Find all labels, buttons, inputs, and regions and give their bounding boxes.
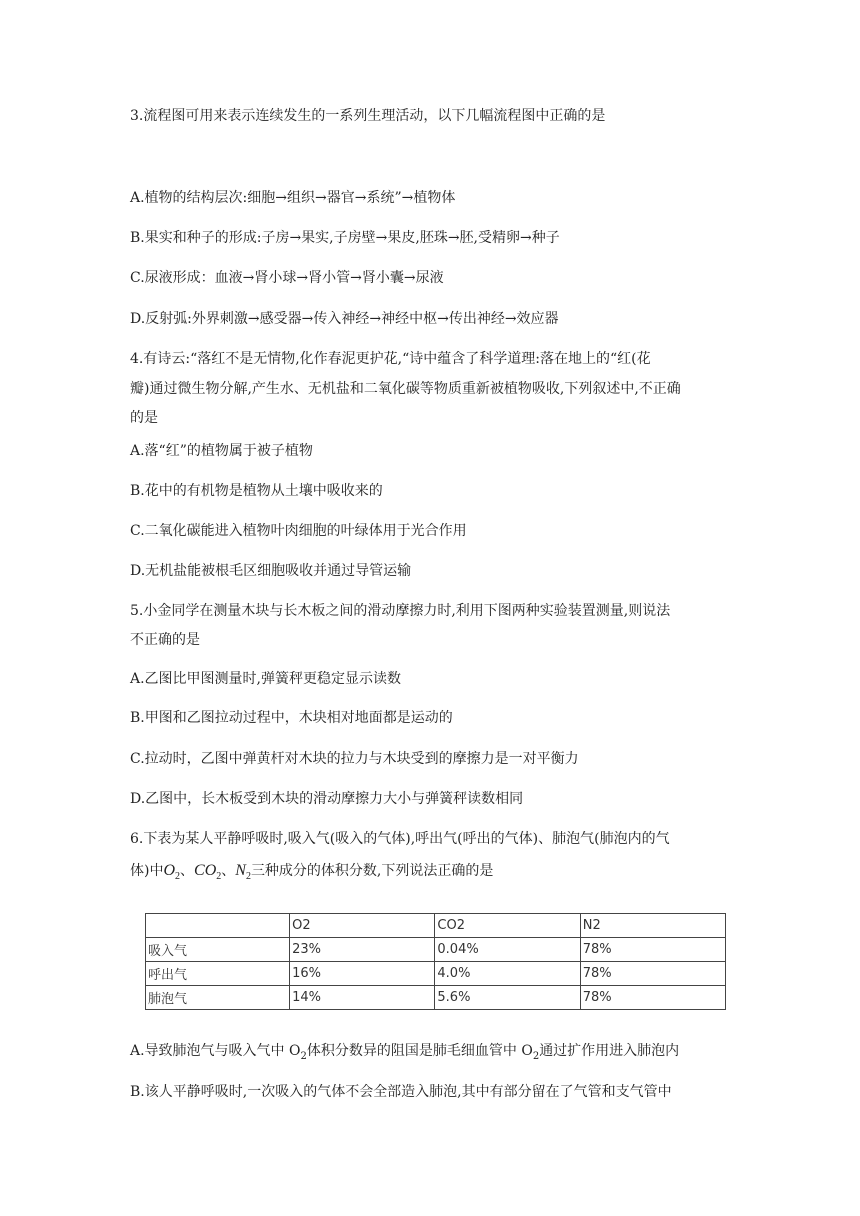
q4-stem-line2: 瓣)通过微生物分解,产生水、无机盐和二氧化碳等物质重新被植物吸收,下列叙述中,不正确 [130,381,681,397]
q5-option-b: B.甲图和乙图拉动过程中，木块相对地面都是运动的 [130,710,453,726]
q6-option-a: A.导致肺泡气与吸入气中 $O_2$体积分数异的阻国是肺毛细血管中 $O_2$通过扩作用进入肺泡内 [130,1043,680,1062]
table-cell: 呼出气 [146,962,290,986]
table-cell: 78% [580,938,725,962]
q5-option-a: A.乙图比甲图测量时,弹簧秤更稳定显示读数 [130,671,402,687]
q4-option-b: B.花中的有机物是植物从土壤中吸收来的 [130,483,383,499]
q6-stem-suffix: 三种成分的体积分数,下列说法正确的是 [250,863,494,879]
q3-option-c: C.尿液形成：血液→肾小球→肾小管→肾小囊→尿液 [130,270,444,286]
q4-option-d: D.无机盐能被根毛区细胞吸收并通过导管运输 [130,563,412,579]
q4-option-a: A.落“红”的植物属于被子植物 [130,443,313,459]
table-cell: 14% [290,986,435,1010]
table-cell: 16% [290,962,435,986]
q4-stem-line1: 4.有诗云:“落红不是无情物,化作春泥更护花,“诗中蕴含了科学道理:落在地上的“红(花 [130,351,651,367]
q3-option-d: D.反射弧:外界刺激→感受器→传入神经→神经中枢→传出神经→效应器 [130,311,559,327]
table-header-cell [146,914,290,938]
table-cell: 5.6% [435,986,580,1010]
q3-option-b: B.果实和种子的形成:子房→果实,子房壁→果皮,胚珠→胚,受精卵→种子 [130,230,560,246]
q5-option-d: D.乙图中，长木板受到木块的滑动摩擦力大小与弹簧秤读数相同 [130,791,524,807]
q6-stem-line2: 体)中$O_2$、$CO_2$、$N_2$三种成分的体积分数,下列说法正确的是 [130,862,494,883]
q3-option-a: A.植物的结构层次:细胞→组织→器官→系统”→植物体 [130,190,456,206]
table-cell: 78% [580,986,725,1010]
table-header-cell: N2 [580,914,725,938]
table-cell: 吸入气 [146,938,290,962]
table-cell: 肺泡气 [146,986,290,1010]
q4-option-c: C.二氧化碳能进入植物叶肉细胞的叶绿体用于光合作用 [130,523,467,539]
gas-composition-table [145,913,726,1010]
q5-option-c: C.拉动时，乙图中弹黄杆对木块的拉力与木块受到的摩擦力是一对平衡力 [130,751,579,767]
q6-stem-line1: 6.下表为某人平静呼吸时,吸入气(吸入的气体),呼出气(呼出的气体)、肺泡气(肺泡内的气 [130,831,670,847]
table-cell: 23% [290,938,435,962]
q4-stem-line3: 的是 [130,410,158,426]
table-row [146,986,726,1010]
co2-formula: $CO_2$ [194,862,222,883]
table-row [146,938,726,962]
q6-stem-prefix: 体)中 [130,863,164,879]
table-header-cell: O2 [290,914,435,938]
table-cell: 78% [580,962,725,986]
table-header-cell: CO2 [435,914,580,938]
table-cell: 4.0% [435,962,580,986]
q5-stem-line2: 不正确的是 [130,632,200,648]
table-header-row [146,914,726,938]
q3-stem: 3.流程图可用来表示连续发生的一系列生理活动，以下几幅流程图中正确的是 [130,108,606,124]
table-cell: 0.04% [435,938,580,962]
o2-formula: $O_2$ [163,862,181,883]
q5-stem-line1: 5.小金同学在测量木块与长木板之间的滑动摩擦力时,利用下图两种实验装置测量,则说法 [130,603,671,619]
n2-formula: $N_2$ [235,862,251,883]
q6-option-b: B.该人平静呼吸时,一次吸入的气体不会全部造入肺泡,其中有部分留在了气管和支气管中 [130,1084,672,1100]
table-row [146,962,726,986]
